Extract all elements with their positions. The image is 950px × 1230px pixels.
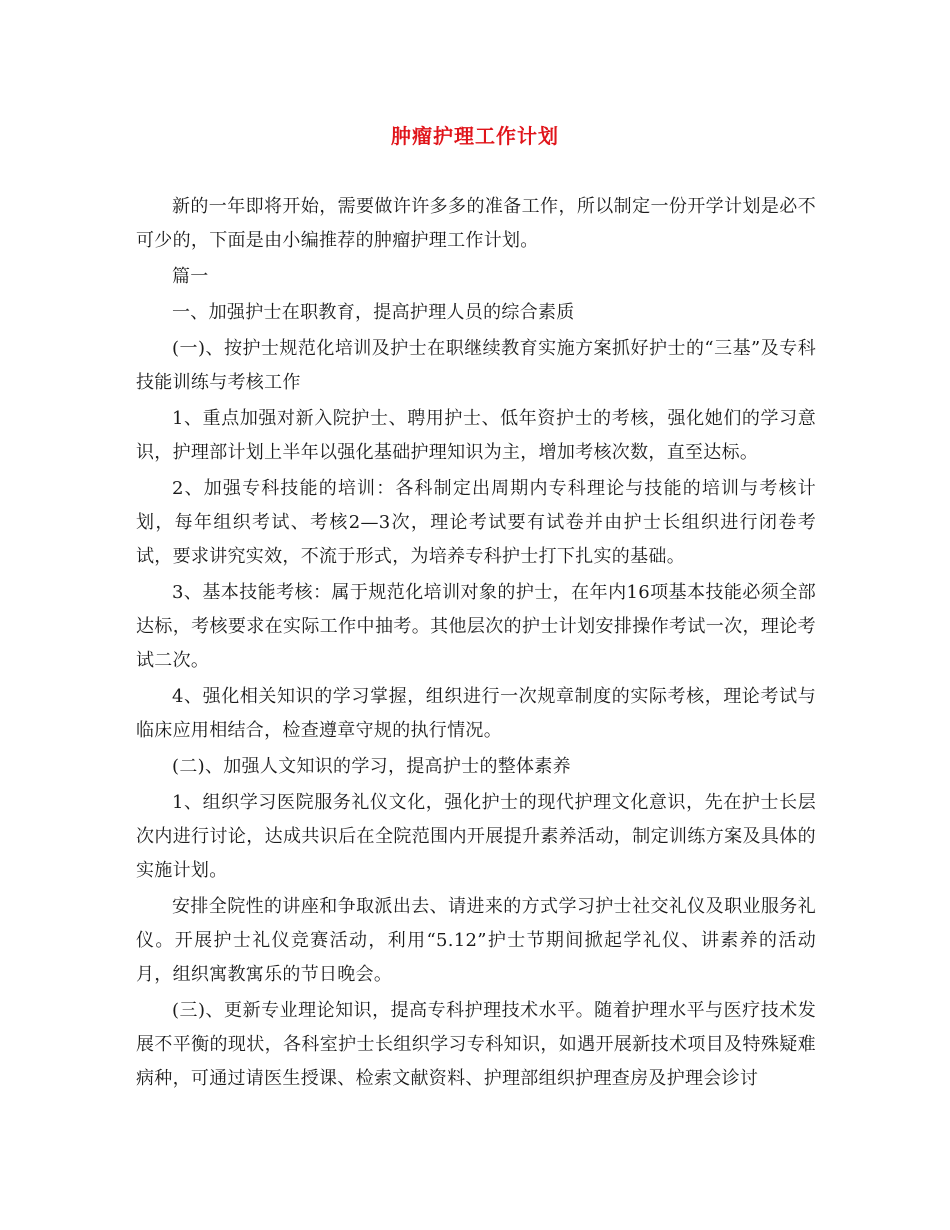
document-body <box>136 190 816 1098</box>
paragraph-heading-1: 一、加强护士在职教育，提高护理人员的综合素质 <box>172 302 575 323</box>
paragraph-item-5: 1、组织学习医院服务礼仪文化，强化护士的现代护理文化意识，先在护士长层次内进行讨论，达成共识后在全院范围内开展提升素养活动，制定训练方案及具体的实施计划。 <box>136 792 816 881</box>
paragraph-item-6: 安排全院性的讲座和争取派出去、请进来的方式学习护士社交礼仪及职业服务礼仪。开展护士礼仪竞赛活动，利用“5.12”护士节期间掀起学礼仪、讲素养的活动月，组织寓教寓乐的节日晚会。 <box>136 896 816 985</box>
paragraph-item-2: 2、加强专科技能的培训：各科制定出周期内专科理论与技能的培训与考核计划，每年组织考试、考核2—3次，理论考试要有试卷并由护士长组织进行闭卷考试，要求讲究实效，不流于形式，为培养专科护士打下扎实的基础。 <box>136 478 816 567</box>
paragraph-item-4: 4、强化相关知识的学习掌握，组织进行一次规章制度的实际考核，理论考试与临床应用相结合，检查遵章守规的执行情况。 <box>136 686 816 741</box>
paragraph-subheading-2: (二)、加强人文知识的学习，提高护士的整体素养 <box>172 756 571 777</box>
paragraph-subheading-3: (三)、更新专业理论知识，提高专科护理技术水平。随着护理水平与医疗技术发展不平衡的现状，各科室护士长组织学习专科知识，如遇开展新技术项目及特殊疑难病种，可通过请医生授课、检索文献资料、护理部组织护理查房及护理会诊讨 <box>136 1000 816 1089</box>
paragraph-subheading-1: (一)、按护士规范化培训及护士在职继续教育实施方案抓好护士的“三基”及专科技能训练与考核工作 <box>136 338 816 393</box>
paragraph-item-1: 1、重点加强对新入院护士、聘用护士、低年资护士的考核，强化她们的学习意识，护理部计划上半年以强化基础护理知识为主，增加考核次数，直至达标。 <box>136 408 816 463</box>
document-title: 肿瘤护理工作计划 <box>391 124 559 148</box>
paragraph-item-3: 3、基本技能考核：属于规范化培训对象的护士，在年内16项基本技能必须全部达标，考核要求在实际工作中抽考。其他层次的护士计划安排操作考试一次，理论考试二次。 <box>136 582 816 671</box>
paragraph-section-label: 篇一 <box>172 266 209 287</box>
paragraph-intro: 新的一年即将开始，需要做许许多多的准备工作，所以制定一份开学计划是必不可少的，下面是由小编推荐的肿瘤护理工作计划。 <box>136 196 816 251</box>
